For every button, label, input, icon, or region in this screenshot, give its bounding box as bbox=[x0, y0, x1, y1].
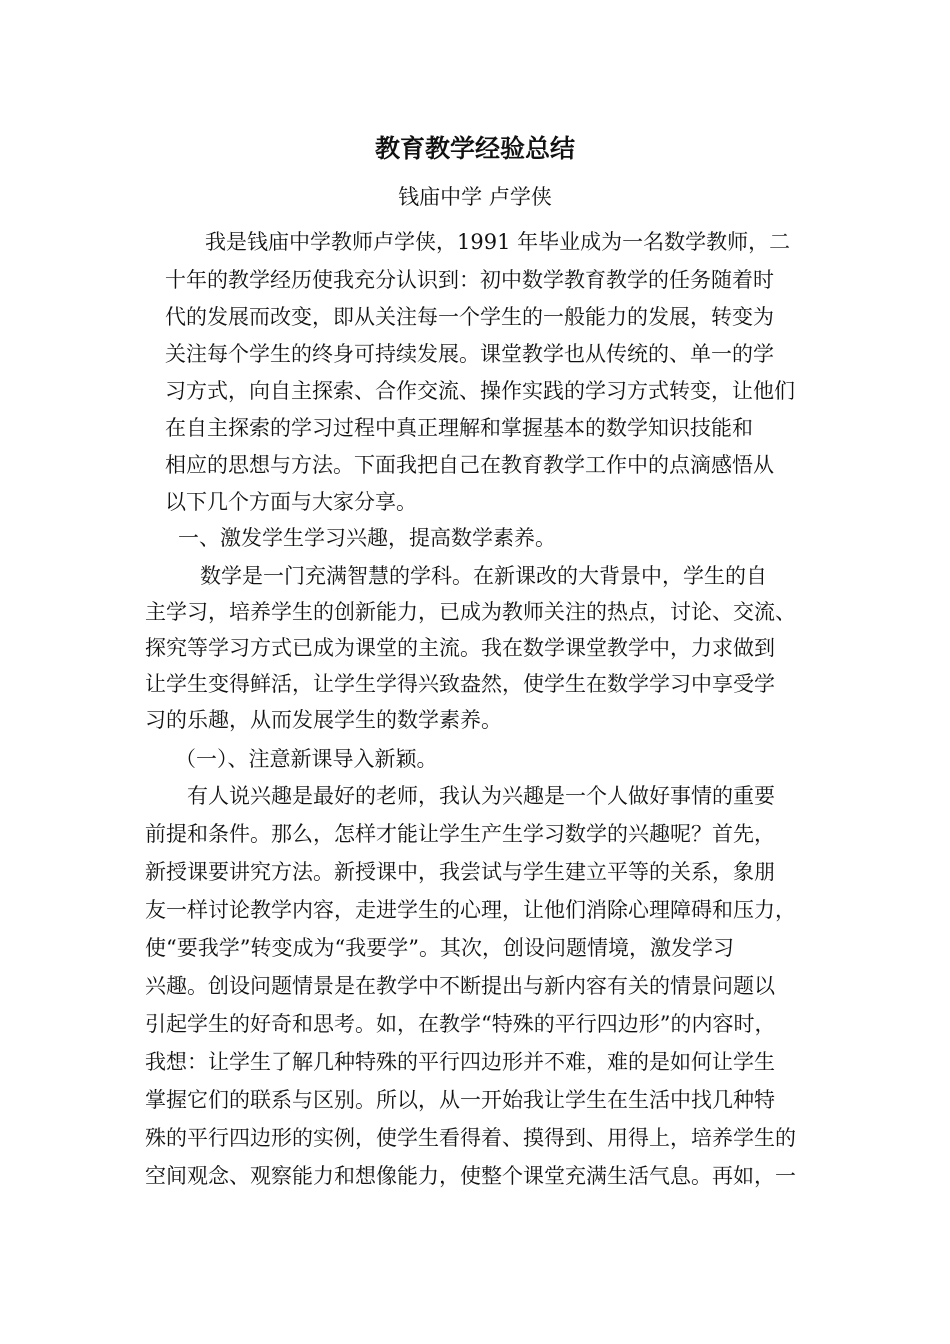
para3-line-10: 殊的平行四边形的实例，使学生看得着、摸得到、用得上，培养学生的 bbox=[145, 1126, 796, 1150]
para1-line-8: 以下几个方面与大家分享。 bbox=[165, 490, 417, 514]
subsection-heading: （一）、注意新课导入新颖。 bbox=[175, 747, 438, 771]
para2-line-3: 探究等学习方式已成为课堂的主流。我在数学课堂教学中，力求做到 bbox=[145, 636, 775, 660]
para3-line-8: 我想：让学生了解几种特殊的平行四边形并不难，难的是如何让学生 bbox=[145, 1050, 775, 1074]
para3-line-5: 使“要我学”转变成为“我要学”。其次，创设问题情境，激发学习 bbox=[145, 936, 734, 960]
para1-line-5: 习方式，向自主探索、合作交流、操作实践的学习方式转变，让他们 bbox=[165, 379, 795, 403]
para1-line-3: 代的发展而改变，即从关注每一个学生的一般能力的发展，转变为 bbox=[165, 305, 774, 329]
para1-line-2: 十年的教学经历使我充分认识到：初中数学教育教学的任务随着时 bbox=[165, 268, 774, 292]
para2-line-1: 数学是一门充满智慧的学科。在新课改的大背景中，学生的自 bbox=[200, 564, 767, 588]
para2-line-4: 让学生变得鲜活，让学生学得兴致盎然，使学生在数学学习中享受学 bbox=[145, 672, 775, 696]
document-author: 钱庙中学 卢学侠 bbox=[398, 185, 552, 209]
para3-line-7: 引起学生的好奇和思考。如，在教学“特殊的平行四边形”的内容时， bbox=[145, 1012, 776, 1036]
para1-line-6: 在自主探索的学习过程中真正理解和掌握基本的数学知识技能和 bbox=[165, 416, 753, 440]
document-title: 教育教学经验总结 bbox=[374, 134, 575, 163]
section-heading: 一、激发学生学习兴趣，提高数学素养。 bbox=[178, 526, 556, 550]
para2-line-2: 主学习，培养学生的创新能力，已成为教师关注的热点，讨论、交流、 bbox=[145, 600, 796, 624]
para3-line-9: 掌握它们的联系与区别。所以，从一开始我让学生在生活中找几种特 bbox=[145, 1088, 775, 1112]
para3-line-2: 前提和条件。那么，怎样才能让学生产生学习数学的兴趣呢？首先， bbox=[145, 822, 775, 846]
para1-line-1: 我是钱庙中学教师卢学侠，1991 年毕业成为一名数学教师，二 bbox=[205, 230, 791, 254]
para3-line-1: 有人说兴趣是最好的老师，我认为兴趣是一个人做好事情的重要 bbox=[187, 784, 775, 808]
para1-line-4: 关注每个学生的终身可持续发展。课堂教学也从传统的、单一的学 bbox=[165, 342, 774, 366]
para3-line-6: 兴趣。创设问题情景是在教学中不断提出与新内容有关的情景问题以 bbox=[145, 974, 775, 998]
para3-line-3: 新授课要讲究方法。新授课中，我尝试与学生建立平等的关系，象朋 bbox=[145, 860, 775, 884]
para3-line-4: 友一样讨论教学内容，走进学生的心理，让他们消除心理障碍和压力， bbox=[145, 898, 796, 922]
para3-line-11: 空间观念、观察能力和想像能力，使整个课堂充满生活气息。再如，一 bbox=[145, 1164, 796, 1188]
para1-line-7: 相应的思想与方法。下面我把自己在教育教学工作中的点滴感悟从 bbox=[165, 453, 774, 477]
para2-line-5: 习的乐趣，从而发展学生的数学素养。 bbox=[145, 708, 502, 732]
